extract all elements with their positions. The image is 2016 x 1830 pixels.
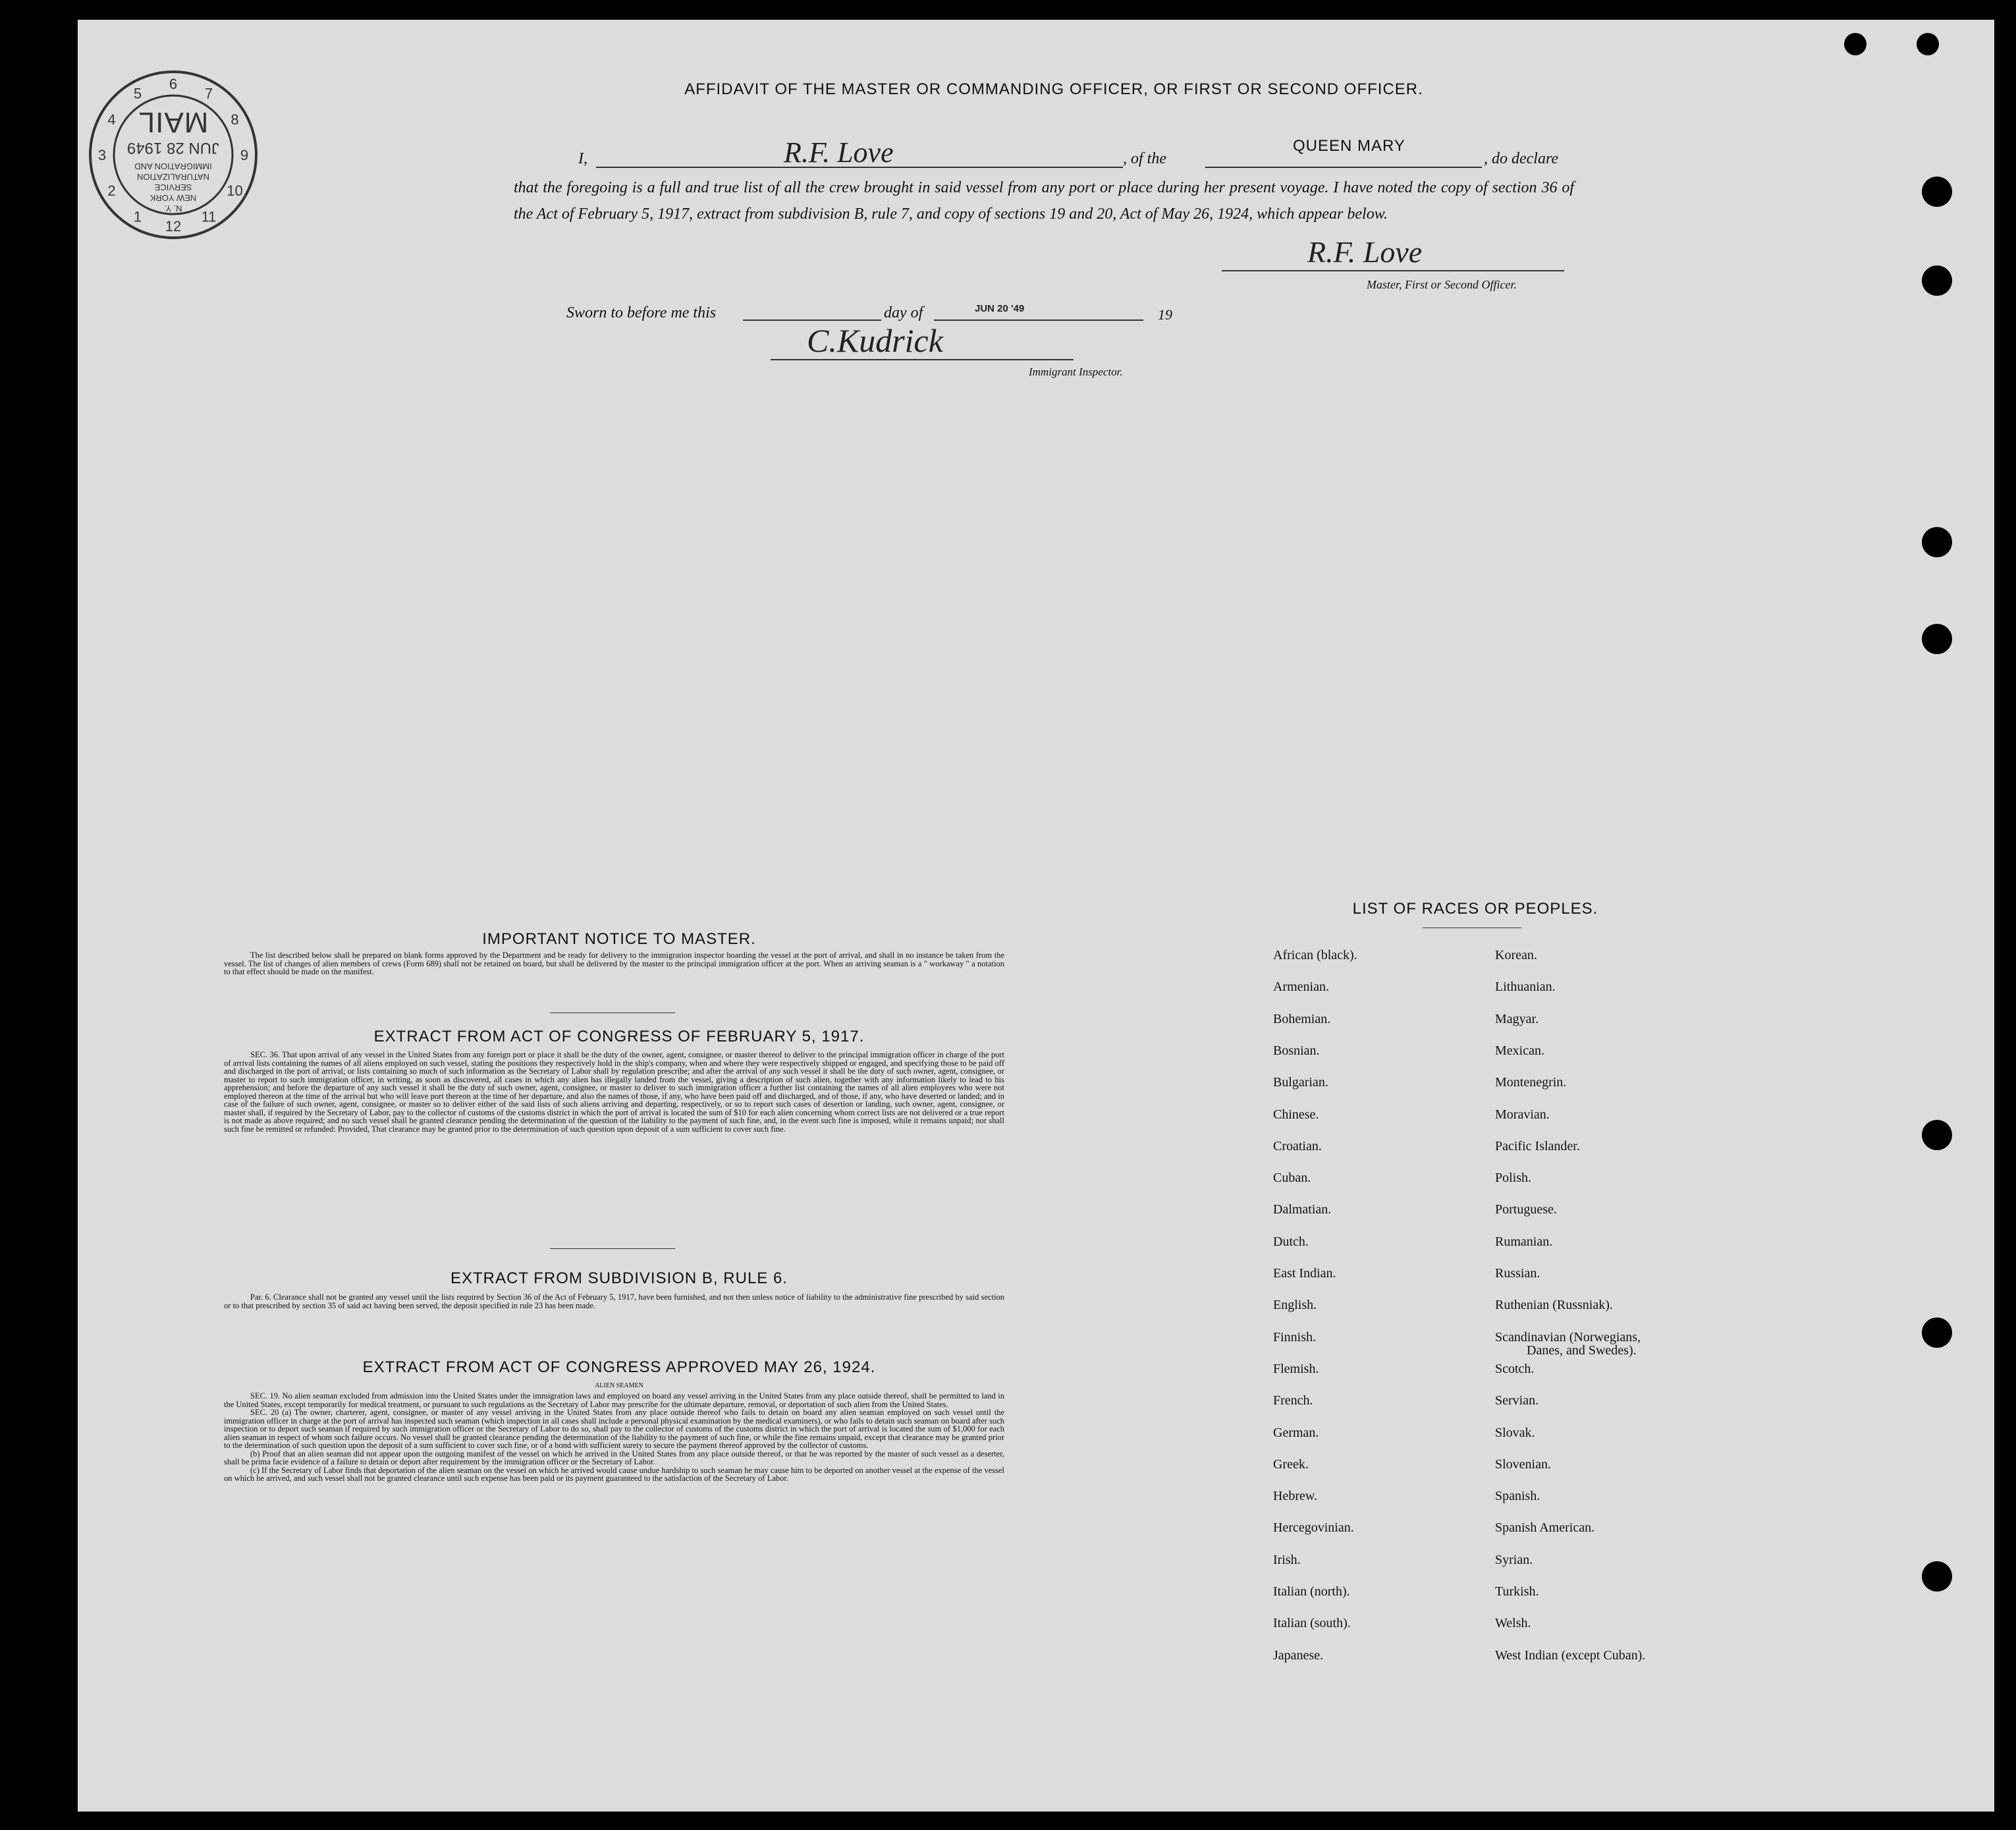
stamp-dial-number: 5 (133, 85, 142, 102)
race-item: Rumanian. (1495, 1234, 1553, 1249)
punch-hole (1922, 1317, 1952, 1348)
affidavit-body: that the foregoing is a full and true list of all the crew brought in said vessel from any port or place during her present voyage. I have noted the copy of section 36 of the Act of February 5, 1917, extract from subdivision B, rule 7, and copy of sections 19 and 20, Act of May 26, 1924, which appear below. (514, 179, 1574, 223)
race-item: Bosnian. (1273, 1043, 1320, 1058)
affidavit-line1-prefix: I, (578, 150, 587, 167)
sworn-rule-2 (934, 319, 1143, 321)
stamp-org-2: NATURALIZATION (136, 172, 210, 182)
races-title: LIST OF RACES OR PEOPLES. (1352, 900, 1598, 918)
stamp-dial-number: 7 (204, 85, 213, 102)
race-item: Spanish American. (1495, 1520, 1595, 1536)
inspector-signature: C.Kudrick (807, 322, 943, 359)
inspector-label: Immigrant Inspector. (1029, 366, 1123, 378)
sworn-year: 19 (1158, 306, 1172, 323)
race-item: Slovak. (1495, 1425, 1535, 1440)
sworn-day-of: day of (884, 304, 923, 321)
race-item: German. (1273, 1425, 1319, 1440)
race-item: Japanese. (1273, 1648, 1324, 1663)
race-item: Welsh. (1495, 1616, 1531, 1631)
race-item: Finnish. (1273, 1329, 1317, 1345)
race-item: Dutch. (1273, 1234, 1309, 1249)
stamp-dial-number: 2 (107, 182, 116, 199)
stamp-dial-number: 1 (133, 208, 142, 225)
punch-hole (1922, 177, 1952, 207)
punch-hole (1922, 1561, 1952, 1592)
race-item: English. (1273, 1298, 1317, 1313)
sec-19-text: SEC. 19. No alien seaman excluded from admission into the United States under the immigration laws and employed on board any vessel arriving in the United States from any place outside thereof, shall be permitted to land in the United States, except temporarily for medical treatment, or pursuant to such regulations as the Secretary of Labor may prescribe for the ultimate departure, removal, or deportation of such alien from the United States. (224, 1391, 1004, 1409)
race-item: Chinese. (1273, 1107, 1319, 1122)
race-item: Spanish. (1495, 1489, 1540, 1504)
race-item: Hebrew. (1273, 1489, 1318, 1504)
race-item: Italian (south). (1273, 1616, 1351, 1631)
race-item: Mexican. (1495, 1043, 1544, 1058)
race-item: Hercegovinian. (1273, 1520, 1354, 1536)
master-signature-rule (1222, 270, 1564, 271)
sworn-rule-1 (743, 319, 881, 321)
par-6-text: Par. 6. Clearance shall not be granted any vessel until the lists required by Section 36 of the Act of February 5, 1917, have been furnished, and not then unless notice of liability to the administrative fine prescribed by said section or to that prescribed by section 35 of said act having been served, the deposit specified in rule 23 has been made. (224, 1292, 1004, 1310)
notice-title: IMPORTANT NOTICE TO MASTER. (482, 930, 756, 948)
stamp-dial-number: 4 (107, 111, 116, 128)
sec-20a-text: SEC. 20 (a) The owner, charterer, agent, consignee, or master of any vessel arriving in the United States from any place outside thereof who fails to detain on board any alien seaman employed on such vessel until the immigration officer in charge at the port of arrival has inspected such seaman (which inspection in all cases shall include a personal physical examination by the medical examiners), or who fails to detain such seaman on board after such inspection or to deport such seaman if required by such immigration officer or the Secretary of Labor to do so, shall pay to the collector of customs of the customs district in which the port of arrival is located the sum of $1,000 for each alien seaman in respect of whom such failure occurs. No vessel shall be granted clearance pending the determination of the liability to the payment of such fine, or while the fine remains unpaid, except that clearance may be granted prior to the determination of such question upon the deposit of a sum sufficient to cover such fine, or of a bond with sufficient surety to secure the payment thereof approved by the collector of customs. (224, 1408, 1004, 1450)
master-label: Master, First or Second Officer. (1367, 278, 1517, 291)
affidavit-line1-of: , of the (1123, 150, 1166, 167)
sec-20c-text: (c) If the Secretary of Labor finds that deportation of the alien seaman on the vessel on which he arrived would cause undue hardship to such seaman he may cause him to be deported on another vessel at the expense of the vessel on which he arrived, and such vessel shall not be granted clearance until such expense has been paid or its payment guaranteed to the satisfaction of the Secretary of Labor. (224, 1465, 1004, 1483)
race-item: Flemish. (1273, 1361, 1319, 1376)
race-item: Syrian. (1495, 1552, 1533, 1567)
stamp-word: MAIL (138, 106, 209, 138)
race-item: Irish. (1273, 1552, 1301, 1567)
race-item: African (black). (1273, 948, 1357, 962)
stamp-dial-number: 3 (97, 147, 107, 163)
stamp-dial-number: 11 (201, 208, 217, 225)
race-item: Scandinavian (Norwegians, (1495, 1329, 1641, 1345)
divider (550, 1248, 675, 1249)
race-item: Scotch. (1495, 1361, 1535, 1376)
race-item: Montenegrin. (1495, 1075, 1567, 1090)
race-item: East Indian. (1273, 1266, 1336, 1281)
race-item: Ruthenian (Russniak). (1495, 1298, 1613, 1313)
stamp-org-5: N. Y. (164, 204, 182, 213)
punch-hole (1922, 527, 1952, 557)
race-item: Slovenian. (1495, 1456, 1551, 1472)
race-item: Cuban. (1273, 1171, 1311, 1186)
punch-hole (1917, 33, 1939, 55)
divider (550, 1012, 675, 1013)
race-item: Greek. (1273, 1456, 1309, 1472)
notice-body (224, 951, 1004, 976)
stamp-dial-number: 6 (169, 76, 178, 92)
master-signature: R.F. Love (1307, 235, 1423, 269)
sec-20b-text: (b) Proof that an alien seaman did not appear upon the outgoing manifest of the vessel on which he arrived in the United States from any place outside thereof, or that he was reported by the master of such vessel as a deserter, shall be prima facie evidence of a failure to detain or deport after requirement by the immigration officer or the Secretary of Labor. (224, 1449, 1004, 1466)
race-item: Lithuanian. (1495, 980, 1556, 995)
extract-1917-title: EXTRACT FROM ACT OF CONGRESS OF FEBRUARY 5, 1917. (373, 1028, 865, 1045)
stamp-dial-number: 9 (240, 147, 249, 163)
race-item: Croatian. (1273, 1138, 1322, 1153)
signer-name: R.F. Love (784, 136, 894, 169)
race-item: West Indian (except Cuban). (1495, 1648, 1646, 1663)
race-item: Korean. (1495, 948, 1537, 962)
race-item: French. (1273, 1393, 1313, 1408)
race-item-continuation: Danes, and Swedes). (1527, 1343, 1637, 1358)
race-item: Pacific Islander. (1495, 1138, 1580, 1153)
punch-hole (1922, 624, 1952, 654)
sworn-prefix: Sworn to before me this (566, 304, 717, 321)
subdivision-body (224, 1293, 1004, 1310)
race-item: Moravian. (1495, 1107, 1550, 1122)
notice-paragraph: The list described below shall be prepared on blank forms approved by the Department and be ready for delivery to the immigration inspector boarding the vessel at the port of arrival, and shall in no instance be taken from the vessel. The list of changes of alien members of crews (Form 689) shall not be retained on board, but shall be delivered by the master to the principal immigration officer at the port. When an arriving seaman is a " workaway " a notation to that effect should be made on the manifest. (224, 951, 1004, 976)
race-item: Armenian. (1273, 980, 1329, 995)
extract-1924-body (224, 1392, 1004, 1483)
race-item: Turkish. (1495, 1584, 1539, 1599)
extract-1917-body (224, 1051, 1004, 1133)
punch-hole (1844, 33, 1866, 55)
stamp-date: JUN 28 1949 (126, 139, 220, 157)
race-item: Servian. (1495, 1393, 1539, 1408)
affidavit-line1-suffix: , do declare (1484, 150, 1559, 167)
stamp-org-3: SERVICE (154, 182, 192, 192)
section-36-text: SEC. 36. That upon arrival of any vessel in the United States from any foreign port or place it shall be the duty of the owner, agent, consignee, or master thereof to deliver to the principal immigration officer in charge of the port of arrival lists containing the names of all aliens employed on such vessel, stating the positions they respectively hold in the ship's company, when and where they were respectively shipped or engaged, and specifying those to be paid off and discharged in the port of arrival; or lists containing so much of such information as the Secretary of Labor shall by regulation prescribe; and after the arrival of any such vessel it shall be the duty of such owner, agent, consignee, or master to report to such immigration officer, in writing, as soon as discovered, all cases in which any alien has illegally landed from the vessel, giving a description of such alien, together with any information likely to lead to his apprehension; and before the departure of any such vessel it shall be the duty of such owner, agent, consignee, or master to deliver to such immigration officer a further list containing the names of all alien employees who were not employed thereon at the time of the arrival but who will leave port thereon at the time of her departure, and also the names of those, if any, who have been paid off and discharged, and of those, if any, who have deserted or landed; and in case of the failure of such owner, agent, consignee, or master so to deliver either of the said lists of such aliens arriving and departing, respectively, or so to report such cases of desertion or landing, such owner, agent, consignee, or master shall, if required by the Secretary of Labor, pay to the collector of customs of the customs district in which the port of arrival is located the sum of $10 for each alien concerning whom correct lists are not delivered or a true report is not made as above required; and no such vessel shall be granted clearance pending the determination of the question of the liability to the payment of such fine, and, in the event such fine is imposed, while it remains unpaid; nor shall such fine be remitted or refunded: Provided, That clearance may be granted prior to the determination of such question upon deposit of a sum sufficient to cover such fine. (224, 1050, 1004, 1134)
punch-hole (1922, 1120, 1952, 1150)
punch-hole (1922, 265, 1952, 296)
extract-1924-subtitle: ALIEN SEAMEN (595, 1382, 643, 1389)
vessel-rule (1205, 167, 1482, 168)
sworn-date-stamp: JUN 20 '49 (975, 303, 1025, 314)
stamp-org-4: NEW YORK (150, 193, 197, 203)
document-sheet (78, 20, 1994, 1812)
race-item: Magyar. (1495, 1011, 1539, 1026)
stamp-dial-number: 10 (227, 182, 243, 199)
subdivision-title: EXTRACT FROM SUBDIVISION B, RULE 6. (450, 1269, 788, 1287)
race-item: Bulgarian. (1273, 1075, 1328, 1090)
race-item: Polish. (1495, 1171, 1532, 1186)
race-item: Portuguese. (1495, 1202, 1557, 1217)
stamp-org-1: IMMIGRATION AND (134, 161, 212, 171)
stamp-dial-number: 12 (165, 218, 182, 235)
vessel-name: QUEEN MARY (1293, 137, 1405, 155)
stamp-dial-number: 8 (231, 111, 239, 128)
extract-1924-title: EXTRACT FROM ACT OF CONGRESS APPROVED MAY 26, 1924. (362, 1358, 876, 1376)
race-item: Dalmatian. (1273, 1202, 1332, 1217)
race-item: Italian (north). (1273, 1584, 1350, 1599)
immigration-mail-stamp (84, 66, 262, 244)
race-item: Russian. (1495, 1266, 1540, 1281)
race-item: Bohemian. (1273, 1011, 1331, 1026)
affidavit-title: AFFIDAVIT OF THE MASTER OR COMMANDING OFFICER, OR FIRST OR SECOND OFFICER. (684, 80, 1423, 98)
